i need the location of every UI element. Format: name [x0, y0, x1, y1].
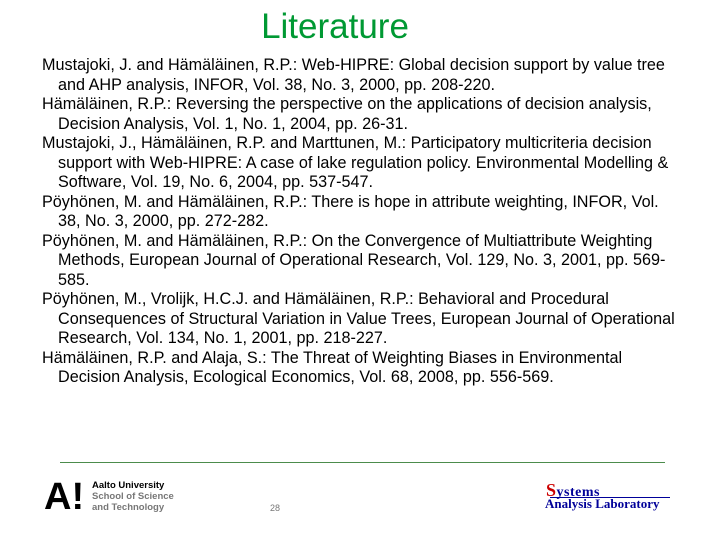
- page-number: 28: [269, 503, 280, 513]
- reference-item: Pöyhönen, M. and Hämäläinen, R.P.: There is hope in attribute weighting, INFOR, Vol. 38, No. 3, 2000, pp. 272-282.: [42, 192, 659, 230]
- footer-divider: [60, 462, 665, 463]
- aalto-logo: [44, 478, 194, 520]
- slide-title: Literature: [261, 7, 409, 46]
- reference-list: [42, 56, 682, 388]
- sal-logo: [540, 480, 675, 515]
- sal-logo-rest: ystems: [556, 485, 600, 500]
- sal-logo-initial: S: [546, 480, 557, 500]
- reference-item: Hämäläinen, R.P. and Alaja, S.: The Threat of Weighting Biases in Environmental Decision Analysis, Ecological Economics, Vol. 68, 2008, pp. 556-569.: [42, 348, 623, 386]
- reference-item: Mustajoki, J. and Hämäläinen, R.P.: Web-HIPRE: Global decision support by value tree and AHP analysis, INFOR, Vol. 38, No. 3, 2000, pp. 208-220.: [42, 56, 665, 94]
- reference-item: Mustajoki, J., Hämäläinen, R.P. and Marttunen, M.: Participatory multicriteria decision support with Web-HIPRE: A case of lake regulation policy. Environmental Modelling & Software, Vol. 19, No. 6, 2004, pp. 537-547.: [42, 134, 669, 191]
- aalto-mark-icon: A!: [44, 476, 85, 518]
- aalto-name-line3: and Technology: [92, 502, 165, 513]
- reference-item: Hämäläinen, R.P.: Reversing the perspective on the applications of decision analysis, Decision Analysis, Vol. 1, No. 1, 2004, pp. 26-31.: [42, 95, 652, 133]
- aalto-name: [92, 480, 174, 513]
- aalto-name-line2: School of Science: [92, 491, 174, 502]
- aalto-name-line1: Aalto University: [92, 480, 165, 491]
- reference-item: Pöyhönen, M. and Hämäläinen, R.P.: On the Convergence of Multiattribute Weighting Methods, European Journal of Operational Research, Vol. 129, No. 3, 2001, pp. 569-585.: [42, 231, 666, 289]
- reference-item: Pöyhönen, M., Vrolijk, H.C.J. and Hämäläinen, R.P.: Behavioral and Procedural Consequences of Structural Variation in Value Trees, European Journal of Operational Research, Vol. 134, No. 1, 2001, pp. 218-227.: [42, 290, 675, 347]
- sal-logo-lab: Analysis Laboratory: [545, 496, 660, 511]
